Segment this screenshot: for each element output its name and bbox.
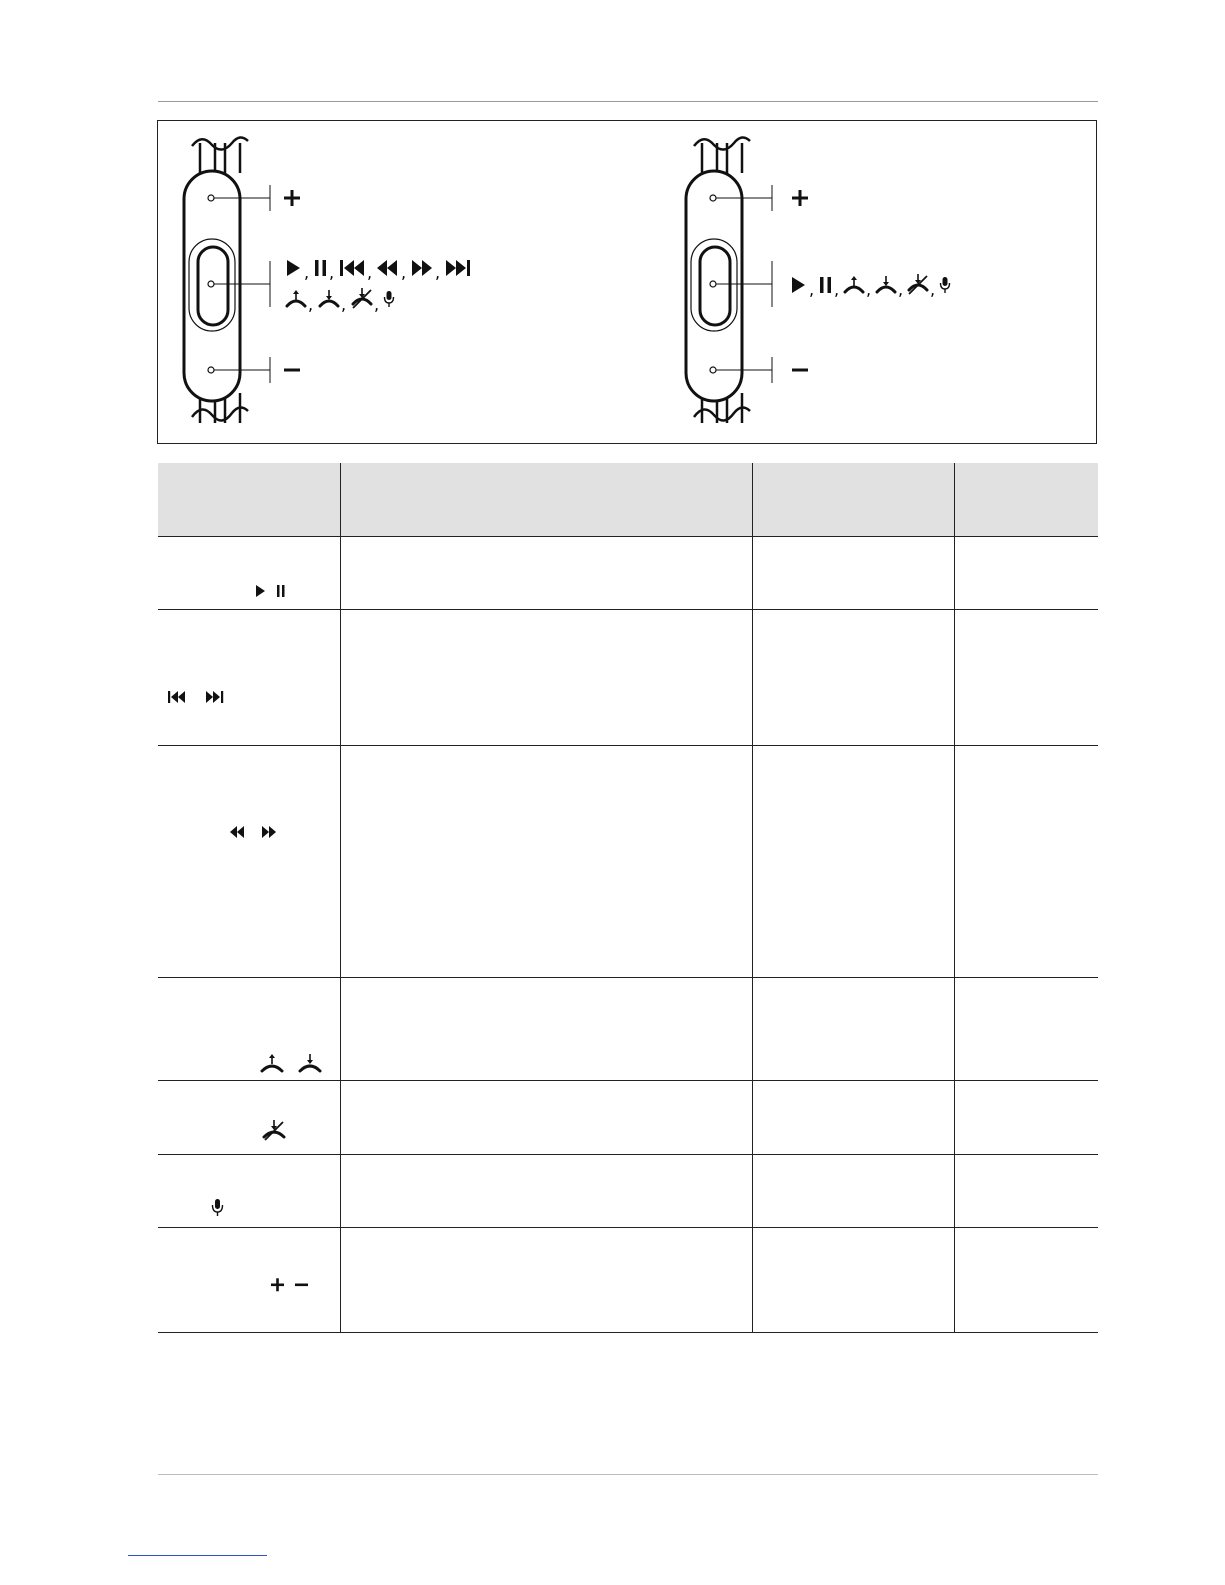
right-remote: [686, 137, 950, 423]
table-row: [270, 1277, 312, 1293]
svg-text:,: ,: [898, 280, 904, 299]
table-row: [260, 1053, 332, 1075]
play-icon: [792, 277, 805, 293]
end-call-icon: [300, 1054, 320, 1071]
row-divider: [158, 1227, 1098, 1228]
play-icon: [287, 260, 300, 276]
svg-text:,: ,: [834, 280, 840, 299]
remote-diagram: [158, 121, 1098, 445]
svg-text:,: ,: [866, 280, 872, 299]
footer-link-underline[interactable]: [128, 1555, 267, 1556]
microphone-icon: [941, 277, 950, 293]
rewind-icon: [230, 826, 244, 838]
answer-call-icon: [262, 1054, 282, 1071]
left-remote: [184, 137, 470, 423]
table-row: [254, 583, 294, 601]
row-divider: [158, 536, 1098, 537]
remote-control-figure: [157, 120, 1097, 444]
table-row: [210, 1198, 226, 1218]
table-header: [158, 463, 1098, 536]
functions-table: [158, 463, 1098, 1333]
svg-text:,: ,: [367, 263, 373, 282]
reject-call-icon: [353, 288, 371, 308]
answer-call-icon: [287, 290, 305, 306]
svg-text:,: ,: [374, 295, 380, 314]
table-bottom-border: [158, 1332, 1098, 1333]
svg-text:,: ,: [329, 263, 335, 282]
column-divider: [954, 463, 955, 1333]
volume-up-icon: [284, 190, 300, 206]
row-divider: [158, 609, 1098, 610]
fast-forward-icon: [262, 826, 276, 838]
answer-call-icon: [845, 276, 863, 292]
svg-text:,: ,: [435, 263, 441, 282]
row-divider: [158, 977, 1098, 978]
svg-text:,: ,: [308, 295, 314, 314]
column-divider: [752, 463, 753, 1333]
pause-icon: [277, 585, 285, 597]
previous-icon: [168, 691, 185, 703]
column-divider: [340, 463, 341, 1333]
next-icon: [446, 260, 470, 276]
end-call-icon: [320, 290, 338, 306]
top-rule: [158, 101, 1098, 102]
next-icon: [206, 691, 223, 703]
volume-up-icon: [271, 1278, 284, 1291]
table-row: [228, 824, 290, 842]
svg-text:,: ,: [930, 280, 936, 299]
pause-icon: [315, 260, 326, 276]
volume-down-icon: [295, 1284, 308, 1287]
svg-text:,: ,: [401, 263, 407, 282]
row-divider: [158, 745, 1098, 746]
play-icon: [256, 585, 265, 597]
pause-icon: [820, 277, 831, 293]
bottom-rule: [158, 1474, 1098, 1475]
table-row: [262, 1118, 288, 1142]
volume-down-icon: [284, 369, 300, 372]
rewind-icon: [377, 260, 397, 276]
table-row: [166, 689, 230, 707]
previous-icon: [340, 260, 364, 276]
fast-forward-icon: [412, 260, 432, 276]
row-divider: [158, 1154, 1098, 1155]
volume-up-icon: [792, 190, 808, 206]
reject-call-icon: [264, 1120, 284, 1140]
reject-call-icon: [909, 274, 927, 294]
end-call-icon: [877, 276, 895, 292]
microphone-icon: [385, 291, 394, 307]
svg-text:,: ,: [341, 295, 347, 314]
microphone-icon: [213, 1199, 223, 1216]
volume-down-icon: [792, 369, 808, 372]
svg-text:,: ,: [809, 280, 815, 299]
svg-text:,: ,: [304, 263, 310, 282]
row-divider: [158, 1080, 1098, 1081]
